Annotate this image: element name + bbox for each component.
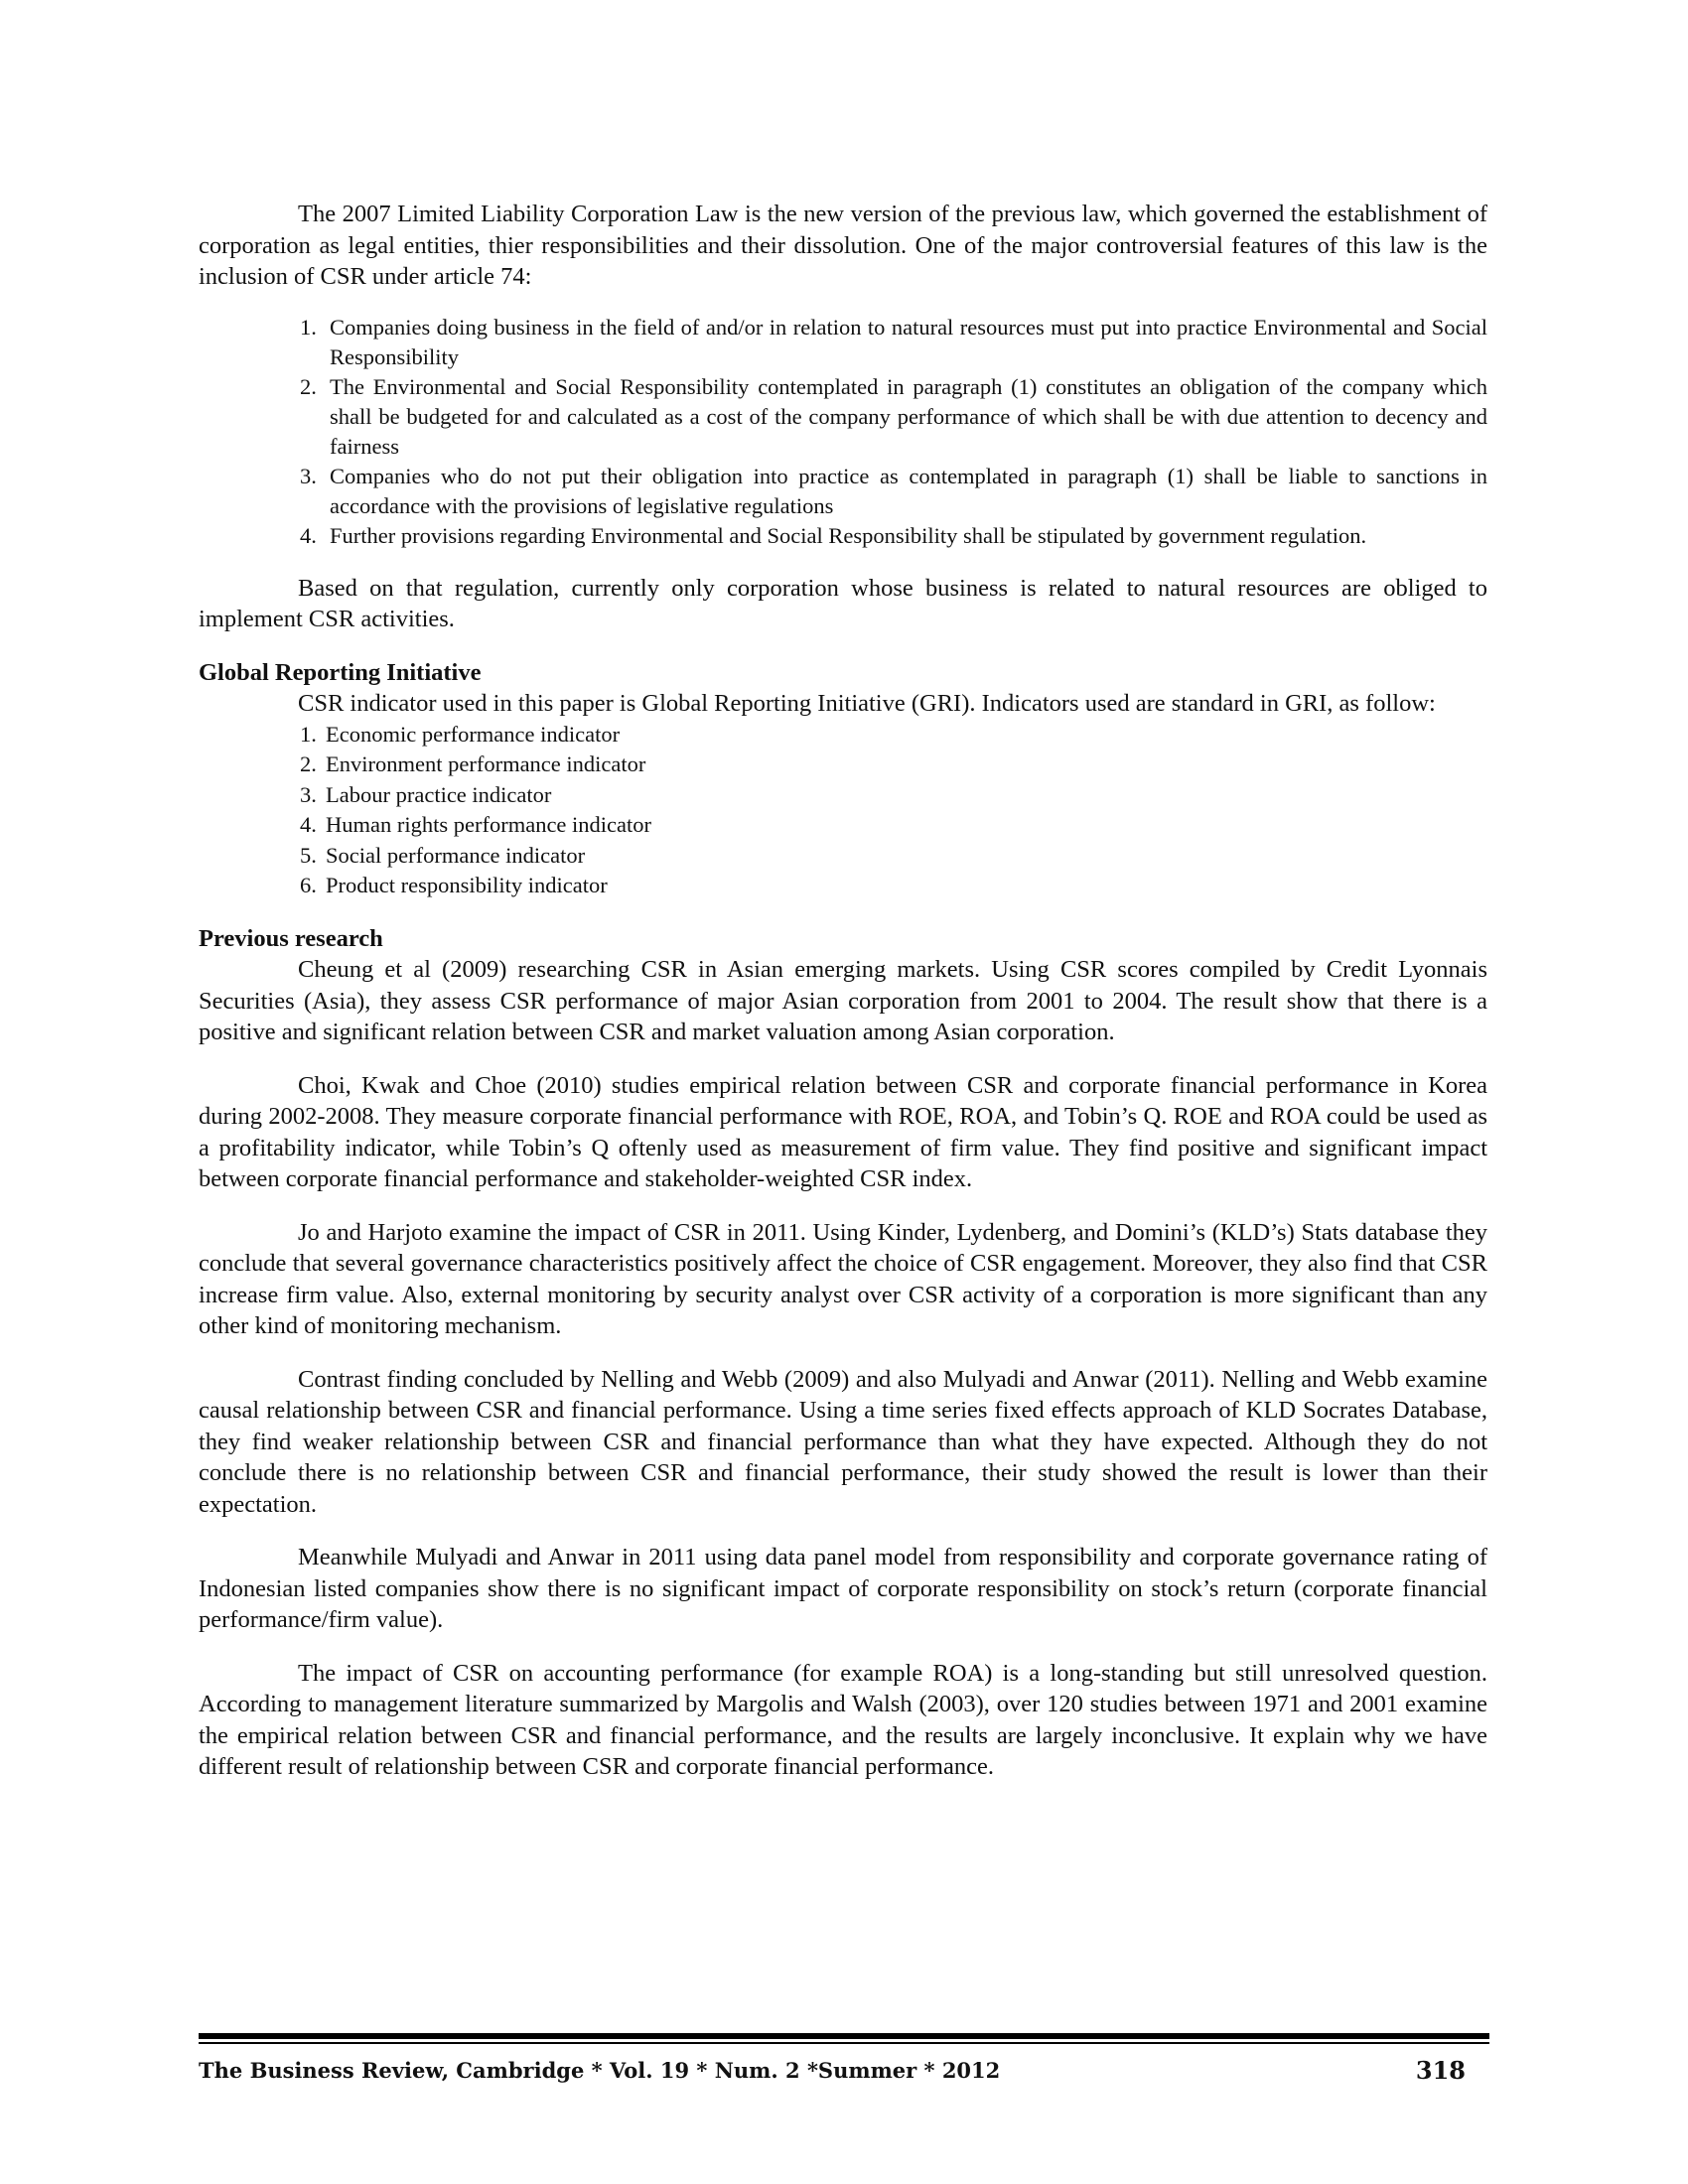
list-number: 1.	[300, 314, 317, 340]
regulation-paragraph: Based on that regulation, currently only corporation whose business is related to natural resources are obliged to implement CSR activities.	[199, 574, 1487, 632]
research-paragraph: Choi, Kwak and Choe (2010) studies empirical relation between CSR and corporate financial performance in Korea during 2002-2008. They measure corporate financial performance with ROE, ROA, and Tobin’s Q. ROE and ROA could be used as a profitability indicator, while Tobin’s Q oftenly used as measurement of firm value. They find positive and significant impact between corporate financial performance and stakeholder-weighted CSR index.	[199, 1071, 1487, 1192]
list-item	[199, 750, 1487, 780]
gri-paragraph: CSR indicator used in this paper is Global Reporting Initiative (GRI). Indicators used are standard in GRI, as follow:	[298, 690, 1436, 717]
footer-rule-thin	[199, 2042, 1489, 2044]
list-number: 1.	[300, 721, 317, 747]
list-text: Labour practice indicator	[326, 781, 552, 807]
list-number: 5.	[300, 842, 317, 868]
section-heading-previous-research: Previous research	[199, 924, 383, 952]
list-text: Economic performance indicator	[326, 721, 621, 747]
page-footer	[199, 2033, 1489, 2085]
list-number: 4.	[300, 812, 317, 837]
research-paragraph: Contrast finding concluded by Nelling and Webb (2009) and also Mulyadi and Anwar (2011). Nelling and Webb examine causal relationship between CSR and financial performance. Using a time series fixed effects approach of KLD Socrates Database, they find weaker relationship between CSR and financial performance than what they have expected. Although they do not conclude there is no relationship between CSR and financial performance, their study showed the result is lower than their expectation.	[199, 1365, 1487, 1518]
list-item	[199, 462, 1487, 521]
research-paragraph: Cheung et al (2009) researching CSR in Asian emerging markets. Using CSR scores compiled by Credit Lyonnais Securities (Asia), they assess CSR performance of major Asian corporation from 2001 to 2004. The result show that there is a positive and significant relation between CSR and market valuation among Asian corporation.	[199, 956, 1487, 1045]
list-text: Companies doing business in the field of and/or in relation to natural resources must put into practice Environmental and Social Responsibility	[330, 314, 1487, 369]
list-number: 3.	[300, 781, 317, 807]
list-number: 6.	[300, 873, 317, 897]
footer-row	[199, 2056, 1489, 2085]
list-text: The Environmental and Social Responsibility contemplated in paragraph (1) constitutes an obligation of the company which shall be budgeted for and calculated as a cost of the company performance of which shall be with due attention to decency and fairness	[330, 373, 1487, 459]
list-item	[199, 810, 1487, 841]
footer-rule-thick	[199, 2033, 1489, 2039]
gri-indicator-list	[199, 720, 1487, 901]
list-item	[199, 780, 1487, 811]
list-item	[199, 313, 1487, 372]
research-paragraph: Jo and Harjoto examine the impact of CSR in 2011. Using Kinder, Lydenberg, and Domini’s (KLD’s) Stats database they conclude that several governance characteristics positively affect the choice of CSR engagement. Moreover, they also find that CSR increase firm value. Also, external monitoring by security analyst over CSR activity of a corporation is more significant than any other kind of monitoring mechanism.	[199, 1218, 1487, 1339]
list-item	[199, 871, 1487, 901]
list-text: Product responsibility indicator	[326, 873, 608, 897]
list-text: Environment performance indicator	[326, 751, 646, 776]
article-74-list	[199, 313, 1487, 551]
list-item	[199, 841, 1487, 872]
list-text: Further provisions regarding Environmental and Social Responsibility shall be stipulated by government regulation.	[330, 522, 1367, 548]
list-text: Companies who do not put their obligation into practice as contemplated in paragraph (1) shall be liable to sanctions in accordance with the provisions of legislative regulations	[330, 463, 1487, 518]
journal-citation: The Business Review, Cambridge * Vol. 19 * Num. 2 *Summer * 2012	[199, 2058, 1001, 2083]
list-item	[199, 720, 1487, 751]
research-paragraph: Meanwhile Mulyadi and Anwar in 2011 using data panel model from responsibility and corporate governance rating of Indonesian listed companies show there is no significant impact of corporate responsibility on stock’s return (corporate financial performance/firm value).	[199, 1544, 1487, 1633]
research-paragraph: The impact of CSR on accounting performance (for example ROA) is a long-standing but still unresolved question. According to management literature summarized by Margolis and Walsh (2003), over 120 studies between 1971 and 2001 examine the empirical relation between CSR and financial performance, and the results are largely inconclusive. It explain why we have different result of relationship between CSR and corporate financial performance.	[199, 1659, 1487, 1780]
list-item	[199, 521, 1487, 551]
page-number: 318	[1415, 2056, 1466, 2085]
list-number: 3.	[300, 463, 317, 488]
intro-paragraph: The 2007 Limited Liability Corporation Law is the new version of the previous law, which governed the establishment of corporation as legal entities, thier responsibilities and their dissolution. One of the major controversial features of this law is the inclusion of CSR under article 74:	[199, 201, 1487, 290]
list-item	[199, 372, 1487, 462]
list-number: 2.	[300, 751, 317, 776]
list-number: 2.	[300, 373, 317, 399]
list-text: Social performance indicator	[326, 842, 586, 868]
section-heading-gri: Global Reporting Initiative	[199, 658, 482, 686]
list-number: 4.	[300, 522, 317, 548]
body-content	[199, 199, 1487, 1783]
list-text: Human rights performance indicator	[326, 812, 652, 837]
